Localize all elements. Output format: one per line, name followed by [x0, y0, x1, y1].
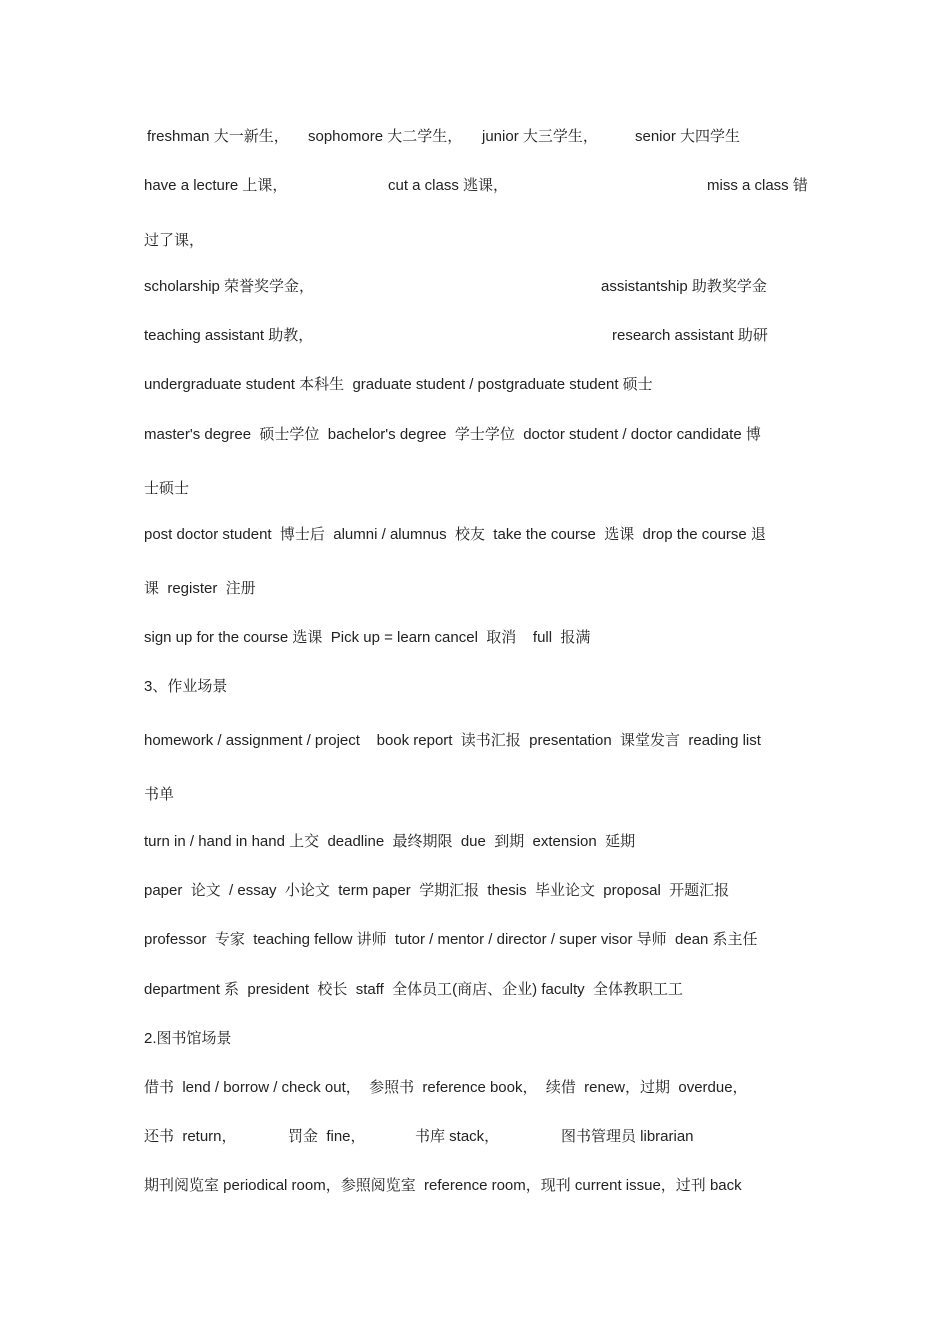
- text-segment: turn in / hand in hand 上交 deadline 最终期限 due 到期 extension 延期: [144, 833, 636, 850]
- text-segment: freshman 大一新生，: [147, 128, 289, 145]
- text-segment: 过了课，: [144, 232, 205, 249]
- text-segment: undergraduate student 本科生 graduate student / postgraduate student 硕士: [144, 376, 653, 393]
- text-segment: 课 register 注册: [144, 580, 256, 597]
- text-segment: sign up for the course 选课 Pick up = learn cancel 取消 full 报满: [144, 629, 591, 646]
- text-segment: scholarship 荣誉奖学金，: [144, 278, 315, 295]
- text-line: [144, 525, 808, 585]
- text-segment: master's degree 硕士学位 bachelor's degree 学士学位 doctor student / doctor candidate 博: [144, 426, 761, 443]
- text-line: [144, 1176, 808, 1236]
- text-segment: research assistant 助研: [612, 327, 768, 344]
- text-segment: senior 大四学生: [635, 128, 741, 145]
- text-line: [144, 425, 808, 485]
- text-segment: 期刊阅览室 periodical room，参照阅览室 reference room，现刊 current issue，过刊 back: [144, 1177, 742, 1194]
- text-segment: teaching assistant 助教，: [144, 327, 314, 344]
- text-segment: junior 大三学生，: [482, 128, 598, 145]
- text-segment: 还书 return，: [144, 1128, 237, 1145]
- text-segment: 2.图书馆场景: [144, 1030, 232, 1047]
- text-segment: 借书 lend / borrow / check out， 参照书 reference book， 续借 renew，过期 overdue，: [144, 1079, 748, 1096]
- text-segment: 书单: [144, 786, 175, 803]
- text-segment: post doctor student 博士后 alumni / alumnus 校友 take the course 选课 drop the course 退: [144, 526, 766, 543]
- text-segment: assistantship 助教奖学金: [601, 278, 767, 295]
- text-segment: homework / assignment / project book report 读书汇报 presentation 课堂发言 reading list: [144, 732, 761, 749]
- text-segment: cut a class 逃课，: [388, 177, 509, 194]
- text-segment: 图书管理员 librarian: [561, 1128, 694, 1145]
- text-segment: sophomore 大二学生，: [308, 128, 463, 145]
- text-segment: 士硕士: [144, 480, 190, 497]
- text-segment: have a lecture 上课，: [144, 177, 288, 194]
- section-heading: [144, 677, 808, 737]
- text-segment: 3、作业场景: [144, 678, 228, 695]
- text-segment: department 系 president 校长 staff 全体员工(商店、企业) faculty 全体教职工工: [144, 981, 684, 998]
- text-segment: professor 专家 teaching fellow 讲师 tutor / mentor / director / super visor 导师 dean 系主任: [144, 931, 758, 948]
- text-segment: 罚金 fine，: [288, 1128, 366, 1145]
- text-line: [144, 731, 808, 791]
- text-segment: miss a class 错: [707, 177, 808, 194]
- text-segment: paper 论文 / essay 小论文 term paper 学期汇报 thesis 毕业论文 proposal 开题汇报: [144, 882, 730, 899]
- text-segment: 书库 stack，: [415, 1128, 500, 1145]
